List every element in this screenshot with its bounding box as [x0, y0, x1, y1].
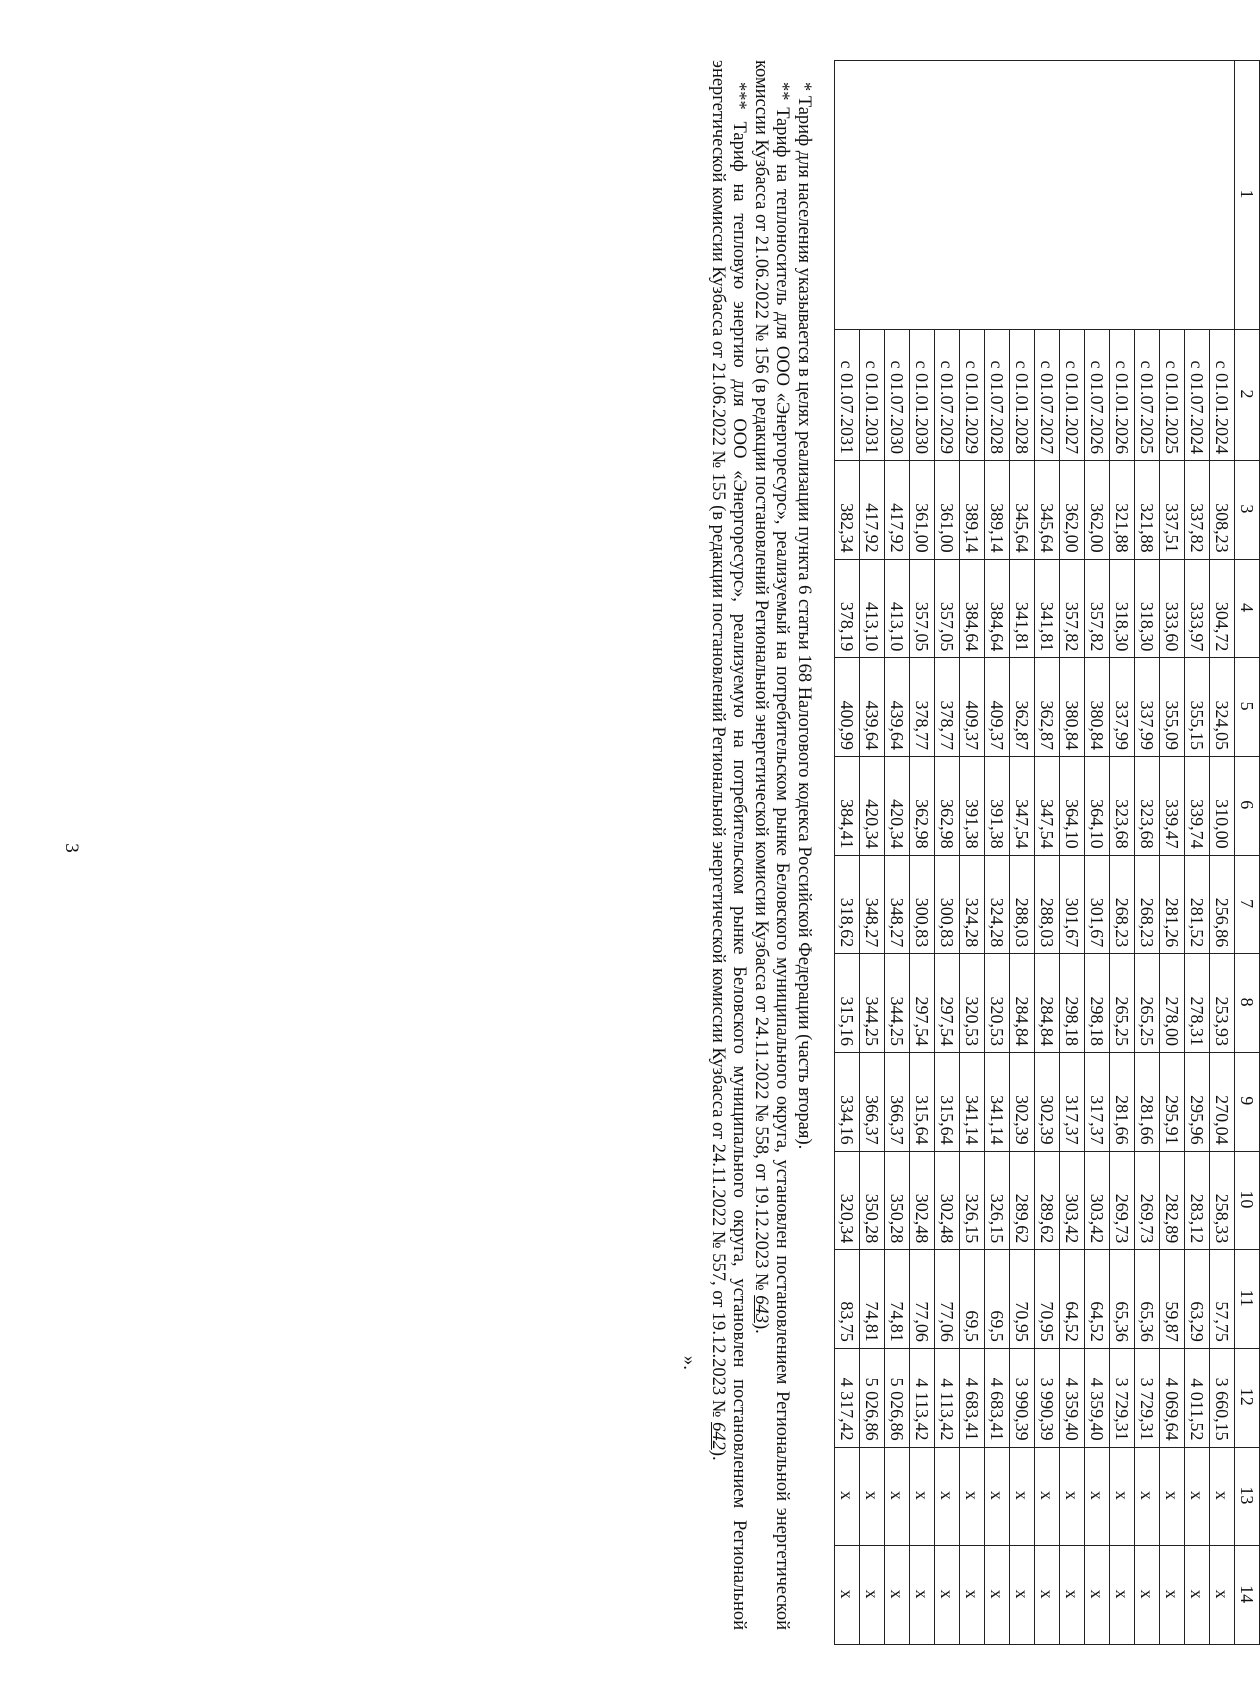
table-cell: x	[910, 1447, 935, 1546]
table-cell-group	[835, 61, 1235, 330]
table-cell: 413,10	[860, 559, 885, 658]
table-cell: 269,73	[1135, 1151, 1160, 1250]
table-cell: x	[1085, 1546, 1110, 1645]
table-cell: 5 026,86	[885, 1348, 910, 1447]
table-cell: 3 990,39	[1010, 1348, 1035, 1447]
table-cell: 378,19	[835, 559, 860, 658]
table-cell: 3 729,31	[1135, 1348, 1160, 1447]
table-cell: 362,87	[1010, 658, 1035, 757]
handwritten-number: 642	[708, 1422, 728, 1450]
table-cell: 301,67	[1060, 855, 1085, 954]
table-cell: 253,93	[1210, 954, 1235, 1053]
table-cell: x	[1035, 1447, 1060, 1546]
table-cell: 362,87	[1035, 658, 1060, 757]
table-cell: 288,03	[1035, 855, 1060, 954]
table-cell: 364,10	[1060, 756, 1085, 855]
table-cell: 284,84	[1010, 954, 1035, 1053]
table-cell: x	[885, 1447, 910, 1546]
table-cell: x	[1135, 1546, 1160, 1645]
footnote-3-end: ).	[708, 1449, 728, 1461]
table-cell-date: с 01.07.2026	[1085, 330, 1110, 461]
table-cell: 302,39	[1010, 1052, 1035, 1151]
table-cell: 295,91	[1160, 1052, 1185, 1151]
handwritten-number: 643	[751, 1295, 771, 1323]
table-cell: 297,54	[910, 954, 935, 1053]
table-cell: 269,73	[1110, 1151, 1135, 1250]
table-cell: 321,88	[1110, 461, 1135, 560]
table-cell-date: с 01.01.2027	[1060, 330, 1085, 461]
table-cell: 366,37	[885, 1052, 910, 1151]
table-cell-date: с 01.01.2025	[1160, 330, 1185, 461]
table-cell: 318,30	[1110, 559, 1135, 658]
footnote-2	[750, 60, 793, 1630]
table-cell: 366,37	[860, 1052, 885, 1151]
column-header: 13	[1235, 1447, 1260, 1546]
table-cell: 297,54	[935, 954, 960, 1053]
table-cell-date: с 01.07.2031	[835, 330, 860, 461]
table-cell: 268,23	[1135, 855, 1160, 954]
table-cell: 337,99	[1135, 658, 1160, 757]
table-cell: 74,81	[860, 1250, 885, 1349]
table-cell: 3 990,39	[1035, 1348, 1060, 1447]
table-cell: x	[935, 1447, 960, 1546]
table-cell: 83,75	[835, 1250, 860, 1349]
footnote-3-text: *** Тариф на тепловую энергию для ООО «Энергоресурс», реализуемую на потребительском рынке Беловского муниципального округа, установлен постановлением Региональной энергетической комиссии Кузбасса от 21.06.2022 № 155 (в редакции постановлений Региональной энергетической комиссии Кузбасса от 24.11.2022 № 557, от 19.12.2023 №	[708, 60, 750, 1630]
footnote-2-end: ).	[751, 1322, 771, 1334]
footnote-3	[707, 60, 750, 1630]
table-cell: 362,00	[1060, 461, 1085, 560]
table-cell: 361,00	[910, 461, 935, 560]
table-cell: 302,48	[910, 1151, 935, 1250]
table-cell: 420,34	[885, 756, 910, 855]
table-cell: 324,05	[1210, 658, 1235, 757]
table-cell: 362,98	[910, 756, 935, 855]
table-cell: 69,5	[960, 1250, 985, 1349]
table-cell: 268,23	[1110, 855, 1135, 954]
table-cell: 400,99	[835, 658, 860, 757]
table-cell: 310,00	[1210, 756, 1235, 855]
table-cell: 439,64	[885, 658, 910, 757]
table-cell: x	[860, 1447, 885, 1546]
table-cell: 258,33	[1210, 1151, 1235, 1250]
table-cell: 256,86	[1210, 855, 1235, 954]
table-cell: 74,81	[885, 1250, 910, 1349]
table-cell: 345,64	[1010, 461, 1035, 560]
table-cell: x	[1060, 1546, 1085, 1645]
table-cell: 333,60	[1160, 559, 1185, 658]
table-cell: 59,87	[1160, 1250, 1185, 1349]
table-cell: 326,15	[960, 1151, 985, 1250]
table-cell: 347,54	[1010, 756, 1035, 855]
table-cell: 4 113,42	[935, 1348, 960, 1447]
table-cell: 384,64	[960, 559, 985, 658]
table-cell-date: с 01.07.2027	[1035, 330, 1060, 461]
table-cell: 304,72	[1210, 559, 1235, 658]
table-cell: 384,64	[985, 559, 1010, 658]
table-cell: 341,14	[985, 1052, 1010, 1151]
table-cell: 413,10	[885, 559, 910, 658]
table-cell: x	[860, 1546, 885, 1645]
table-cell: 345,64	[1035, 461, 1060, 560]
table-cell: x	[1135, 1447, 1160, 1546]
table-cell: 337,82	[1185, 461, 1210, 560]
table-cell: 333,97	[1185, 559, 1210, 658]
table-cell: 4 069,64	[1160, 1348, 1185, 1447]
table-cell: 357,82	[1060, 559, 1085, 658]
table-cell: 320,34	[835, 1151, 860, 1250]
table-cell: 318,30	[1135, 559, 1160, 658]
table-cell: x	[985, 1447, 1010, 1546]
table-cell: 4 683,41	[985, 1348, 1010, 1447]
table-cell: 341,14	[960, 1052, 985, 1151]
column-header: 7	[1235, 855, 1260, 954]
table-cell: 302,48	[935, 1151, 960, 1250]
table-cell: x	[1010, 1447, 1035, 1546]
table-cell: 380,84	[1060, 658, 1085, 757]
table-cell: 337,51	[1160, 461, 1185, 560]
table-cell: 300,83	[935, 855, 960, 954]
table-cell: 303,42	[1060, 1151, 1085, 1250]
column-header: 8	[1235, 954, 1260, 1053]
table-cell: 315,64	[910, 1052, 935, 1151]
table-cell: x	[935, 1546, 960, 1645]
table-cell: 357,82	[1085, 559, 1110, 658]
table-cell-date: с 01.01.2026	[1110, 330, 1135, 461]
table-cell: 281,66	[1135, 1052, 1160, 1151]
table-cell: 355,15	[1185, 658, 1210, 757]
table-cell: 64,52	[1085, 1250, 1110, 1349]
table-cell: 318,62	[835, 855, 860, 954]
table-cell-date: с 01.01.2028	[1010, 330, 1035, 461]
table-cell: 321,88	[1135, 461, 1160, 560]
column-header: 12	[1235, 1348, 1260, 1447]
table-cell: 302,39	[1035, 1052, 1060, 1151]
table-cell: 339,74	[1185, 756, 1210, 855]
table-cell-date: с 01.07.2030	[885, 330, 910, 461]
table-cell: x	[985, 1546, 1010, 1645]
table-cell: 350,28	[885, 1151, 910, 1250]
table-cell: 337,99	[1110, 658, 1135, 757]
table-cell: 289,62	[1010, 1151, 1035, 1250]
table-cell: 380,84	[1085, 658, 1110, 757]
table-cell-date: с 01.01.2029	[960, 330, 985, 461]
table-cell: 439,64	[860, 658, 885, 757]
footnote-2-text: ** Тариф на теплоноситель для ООО «Энергоресурс», реализуемый на потребительском рынке Беловского муниципального округа, установлен постановлением Региональной энергетической комиссии Кузбасса от 21.06.2022 № 156 (в редакции постановлений Региональной энергетической комиссии Кузбасса от 24.11.2022 № 558, от 19.12.2023 №	[751, 60, 793, 1630]
table-cell: 4 359,40	[1085, 1348, 1110, 1447]
tariff-table	[834, 60, 1260, 1645]
table-cell: 339,47	[1160, 756, 1185, 855]
table-cell: 361,00	[935, 461, 960, 560]
table-cell: 382,34	[835, 461, 860, 560]
table-cell: x	[1185, 1447, 1210, 1546]
footnote-1: * Тариф для населения указывается в целях реализации пункта 6 статьи 168 Налогового кодекса Российской Федерации (часть вторая).	[794, 82, 814, 1150]
column-header: 6	[1235, 756, 1260, 855]
table-cell: 288,03	[1010, 855, 1035, 954]
table-cell: 70,95	[1035, 1250, 1060, 1349]
table-cell: x	[1185, 1546, 1210, 1645]
table-cell: 301,67	[1085, 855, 1110, 954]
table-cell: 362,98	[935, 756, 960, 855]
table-cell: x	[910, 1546, 935, 1645]
table-cell: 362,00	[1085, 461, 1110, 560]
table-cell: 265,25	[1110, 954, 1135, 1053]
table-cell: 69,5	[985, 1250, 1010, 1349]
footnotes	[707, 60, 815, 1630]
table-cell: 378,77	[935, 658, 960, 757]
table-cell-date: с 01.07.2025	[1135, 330, 1160, 461]
table-cell: x	[1060, 1447, 1085, 1546]
table-cell: 334,16	[835, 1052, 860, 1151]
page-number: 3	[61, 843, 82, 853]
table-cell: 281,66	[1110, 1052, 1135, 1151]
table-cell: 57,75	[1210, 1250, 1235, 1349]
table-cell: 65,36	[1110, 1250, 1135, 1349]
rotated-content	[500, 60, 1260, 1650]
table-cell-date: с 01.01.2031	[860, 330, 885, 461]
table-cell: 4 683,41	[960, 1348, 985, 1447]
table-cell: 320,53	[985, 954, 1010, 1053]
table-cell: x	[960, 1447, 985, 1546]
table-cell: 298,18	[1060, 954, 1085, 1053]
table-cell: 4 011,52	[1185, 1348, 1210, 1447]
column-header: 2	[1235, 330, 1260, 461]
table-cell: x	[835, 1546, 860, 1645]
column-header: 14	[1235, 1546, 1260, 1645]
table-cell: 63,29	[1185, 1250, 1210, 1349]
table-cell: 282,89	[1160, 1151, 1185, 1250]
column-header: 1	[1235, 61, 1260, 330]
table-cell: 64,52	[1060, 1250, 1085, 1349]
table-cell: 4 317,42	[835, 1348, 860, 1447]
table-cell: 409,37	[960, 658, 985, 757]
table-cell: 317,37	[1085, 1052, 1110, 1151]
table-cell: 324,28	[985, 855, 1010, 954]
table-cell: 289,62	[1035, 1151, 1060, 1250]
table-cell: 323,68	[1135, 756, 1160, 855]
table-cell: 324,28	[960, 855, 985, 954]
table-cell: 283,12	[1185, 1151, 1210, 1250]
table-header-row	[1235, 61, 1260, 1645]
table-cell: 317,37	[1060, 1052, 1085, 1151]
table-cell: x	[885, 1546, 910, 1645]
table-cell: 300,83	[910, 855, 935, 954]
table-cell: 355,09	[1160, 658, 1185, 757]
table-cell: 391,38	[985, 756, 1010, 855]
table-cell: 347,54	[1035, 756, 1060, 855]
table-cell: 357,05	[910, 559, 935, 658]
table-cell: 364,10	[1085, 756, 1110, 855]
table-cell-date: с 01.01.2030	[910, 330, 935, 461]
table-cell: x	[1160, 1546, 1185, 1645]
table-cell: 357,05	[935, 559, 960, 658]
table-cell: x	[1110, 1447, 1135, 1546]
table-cell: 417,92	[885, 461, 910, 560]
table-cell: 65,36	[1135, 1250, 1160, 1349]
table-cell: 5 026,86	[860, 1348, 885, 1447]
table-cell: 348,27	[860, 855, 885, 954]
column-header: 5	[1235, 658, 1260, 757]
table-cell: 3 729,31	[1110, 1348, 1135, 1447]
column-header: 3	[1235, 461, 1260, 560]
table-cell: 417,92	[860, 461, 885, 560]
table-cell: 341,81	[1010, 559, 1035, 658]
table-cell: 295,96	[1185, 1052, 1210, 1151]
table-cell: 281,52	[1185, 855, 1210, 954]
table-cell: 344,25	[860, 954, 885, 1053]
table-cell: 315,64	[935, 1052, 960, 1151]
table-cell: 278,31	[1185, 954, 1210, 1053]
table-cell: x	[1110, 1546, 1135, 1645]
table-cell: 344,25	[885, 954, 910, 1053]
table-cell: 389,14	[960, 461, 985, 560]
table-cell: 77,06	[935, 1250, 960, 1349]
table-cell-date: с 01.07.2028	[985, 330, 1010, 461]
table-cell: 265,25	[1135, 954, 1160, 1053]
table-cell: x	[1160, 1447, 1185, 1546]
table-cell: 4 359,40	[1060, 1348, 1085, 1447]
table-cell: 409,37	[985, 658, 1010, 757]
table-cell-date: с 01.07.2029	[935, 330, 960, 461]
table-cell: 384,41	[835, 756, 860, 855]
table-cell: x	[960, 1546, 985, 1645]
table-cell: 4 113,42	[910, 1348, 935, 1447]
table-cell: 348,27	[885, 855, 910, 954]
table-cell: 389,14	[985, 461, 1010, 560]
column-header: 9	[1235, 1052, 1260, 1151]
table-cell: 320,53	[960, 954, 985, 1053]
table-cell: x	[1035, 1546, 1060, 1645]
table-cell: 3 660,15	[1210, 1348, 1235, 1447]
table-cell: 281,26	[1160, 855, 1185, 954]
table-cell: 270,04	[1210, 1052, 1235, 1151]
table-cell: x	[835, 1447, 860, 1546]
table-cell: x	[1210, 1447, 1235, 1546]
closing-quote: ».	[679, 1355, 701, 1370]
table-cell: 77,06	[910, 1250, 935, 1349]
table-cell: x	[1085, 1447, 1110, 1546]
column-header: 11	[1235, 1250, 1260, 1349]
table-cell: 350,28	[860, 1151, 885, 1250]
table-cell: x	[1010, 1546, 1035, 1645]
table-cell: 326,15	[985, 1151, 1010, 1250]
table-cell: 298,18	[1085, 954, 1110, 1053]
table-cell: 303,42	[1085, 1151, 1110, 1250]
table-cell: 284,84	[1035, 954, 1060, 1053]
table-cell: 341,81	[1035, 559, 1060, 658]
table-cell-date: с 01.01.2024	[1210, 330, 1235, 461]
table-cell: 315,16	[835, 954, 860, 1053]
column-header: 4	[1235, 559, 1260, 658]
table-cell-date: с 01.07.2024	[1185, 330, 1210, 461]
table-cell: 278,00	[1160, 954, 1185, 1053]
table-cell: 70,95	[1010, 1250, 1035, 1349]
table-cell: 308,23	[1210, 461, 1235, 560]
table-cell: 391,38	[960, 756, 985, 855]
table-cell: 420,34	[860, 756, 885, 855]
table-cell: 378,77	[910, 658, 935, 757]
table-cell: x	[1210, 1546, 1235, 1645]
table-cell: 323,68	[1110, 756, 1135, 855]
column-header: 10	[1235, 1151, 1260, 1250]
table-row	[1210, 61, 1235, 1645]
